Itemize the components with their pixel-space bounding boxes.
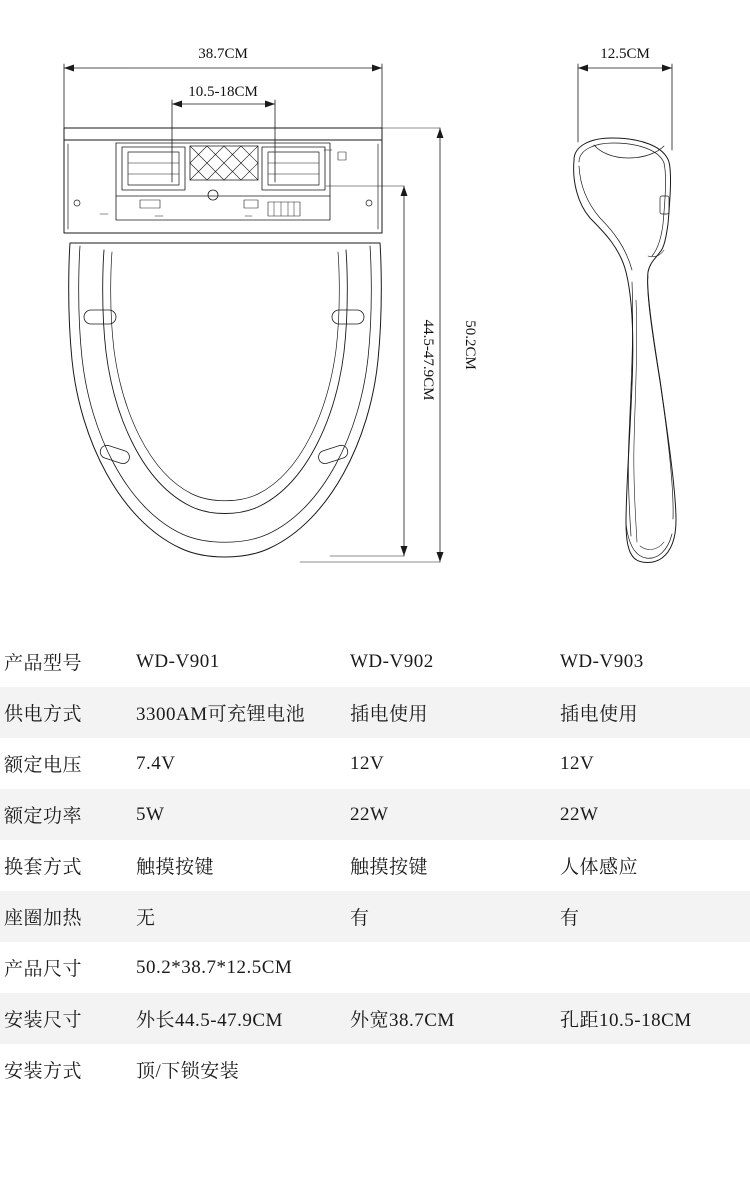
row-label: 安装尺寸: [0, 993, 122, 1044]
row-label: 产品尺寸: [4, 959, 83, 980]
dim-hole-spacing: 10.5-18CM: [188, 84, 258, 100]
table-row: [0, 942, 750, 993]
row-value-1: 无: [122, 891, 336, 942]
row-value-3: 有: [546, 891, 750, 942]
dim-inner-length: 44.5-47.9CM: [420, 319, 436, 401]
row-value-1: 顶/下锁安装: [136, 1061, 240, 1082]
row-label: 产品型号: [4, 653, 83, 674]
row-value-1: 5W: [122, 789, 336, 840]
table-row: [0, 840, 750, 891]
row-label: 座圈加热: [0, 891, 122, 942]
table-row: [0, 993, 750, 1044]
row-value-3: 孔距10.5-18CM: [546, 993, 750, 1044]
row-label: 供电方式: [0, 687, 122, 738]
table-row: [0, 687, 750, 738]
row-label: 安装方式: [4, 1061, 83, 1082]
row-label: 额定功率: [0, 789, 122, 840]
table-row: [0, 789, 750, 840]
row-value-2: 外宽38.7CM: [336, 993, 546, 1044]
row-value-2: 12V: [350, 752, 385, 774]
row-value-2: WD-V902: [350, 650, 434, 672]
specification-table: [0, 636, 750, 1095]
row-value-1: 50.2*38.7*12.5CM: [136, 956, 293, 978]
dim-side-depth: 12.5CM: [600, 46, 650, 62]
row-value-1: 外长44.5-47.9CM: [122, 993, 336, 1044]
row-value-2: 22W: [336, 789, 546, 840]
row-value-3: WD-V903: [560, 650, 644, 672]
table-row: [0, 891, 750, 942]
table-row: [0, 738, 750, 789]
table-row: [0, 636, 750, 687]
row-value-1: 触摸按键: [136, 857, 215, 878]
row-value-3: 12V: [560, 752, 595, 774]
table-row: [0, 1044, 750, 1095]
row-value-3: 人体感应: [560, 857, 639, 878]
row-value-1: WD-V901: [136, 650, 220, 672]
row-label: 换套方式: [4, 857, 83, 878]
row-value-2: 插电使用: [336, 687, 546, 738]
row-value-1: 3300AM可充锂电池: [122, 687, 336, 738]
row-label: 额定电压: [4, 755, 83, 776]
row-value-2: 有: [336, 891, 546, 942]
row-value-3: 插电使用: [546, 687, 750, 738]
row-value-1: 7.4V: [136, 752, 176, 774]
row-value-2: 触摸按键: [350, 857, 429, 878]
row-value-3: 22W: [546, 789, 750, 840]
spec-table-body: [0, 636, 750, 1095]
dim-top-width: 38.7CM: [198, 46, 248, 62]
dim-total-length: 50.2CM: [462, 320, 478, 370]
